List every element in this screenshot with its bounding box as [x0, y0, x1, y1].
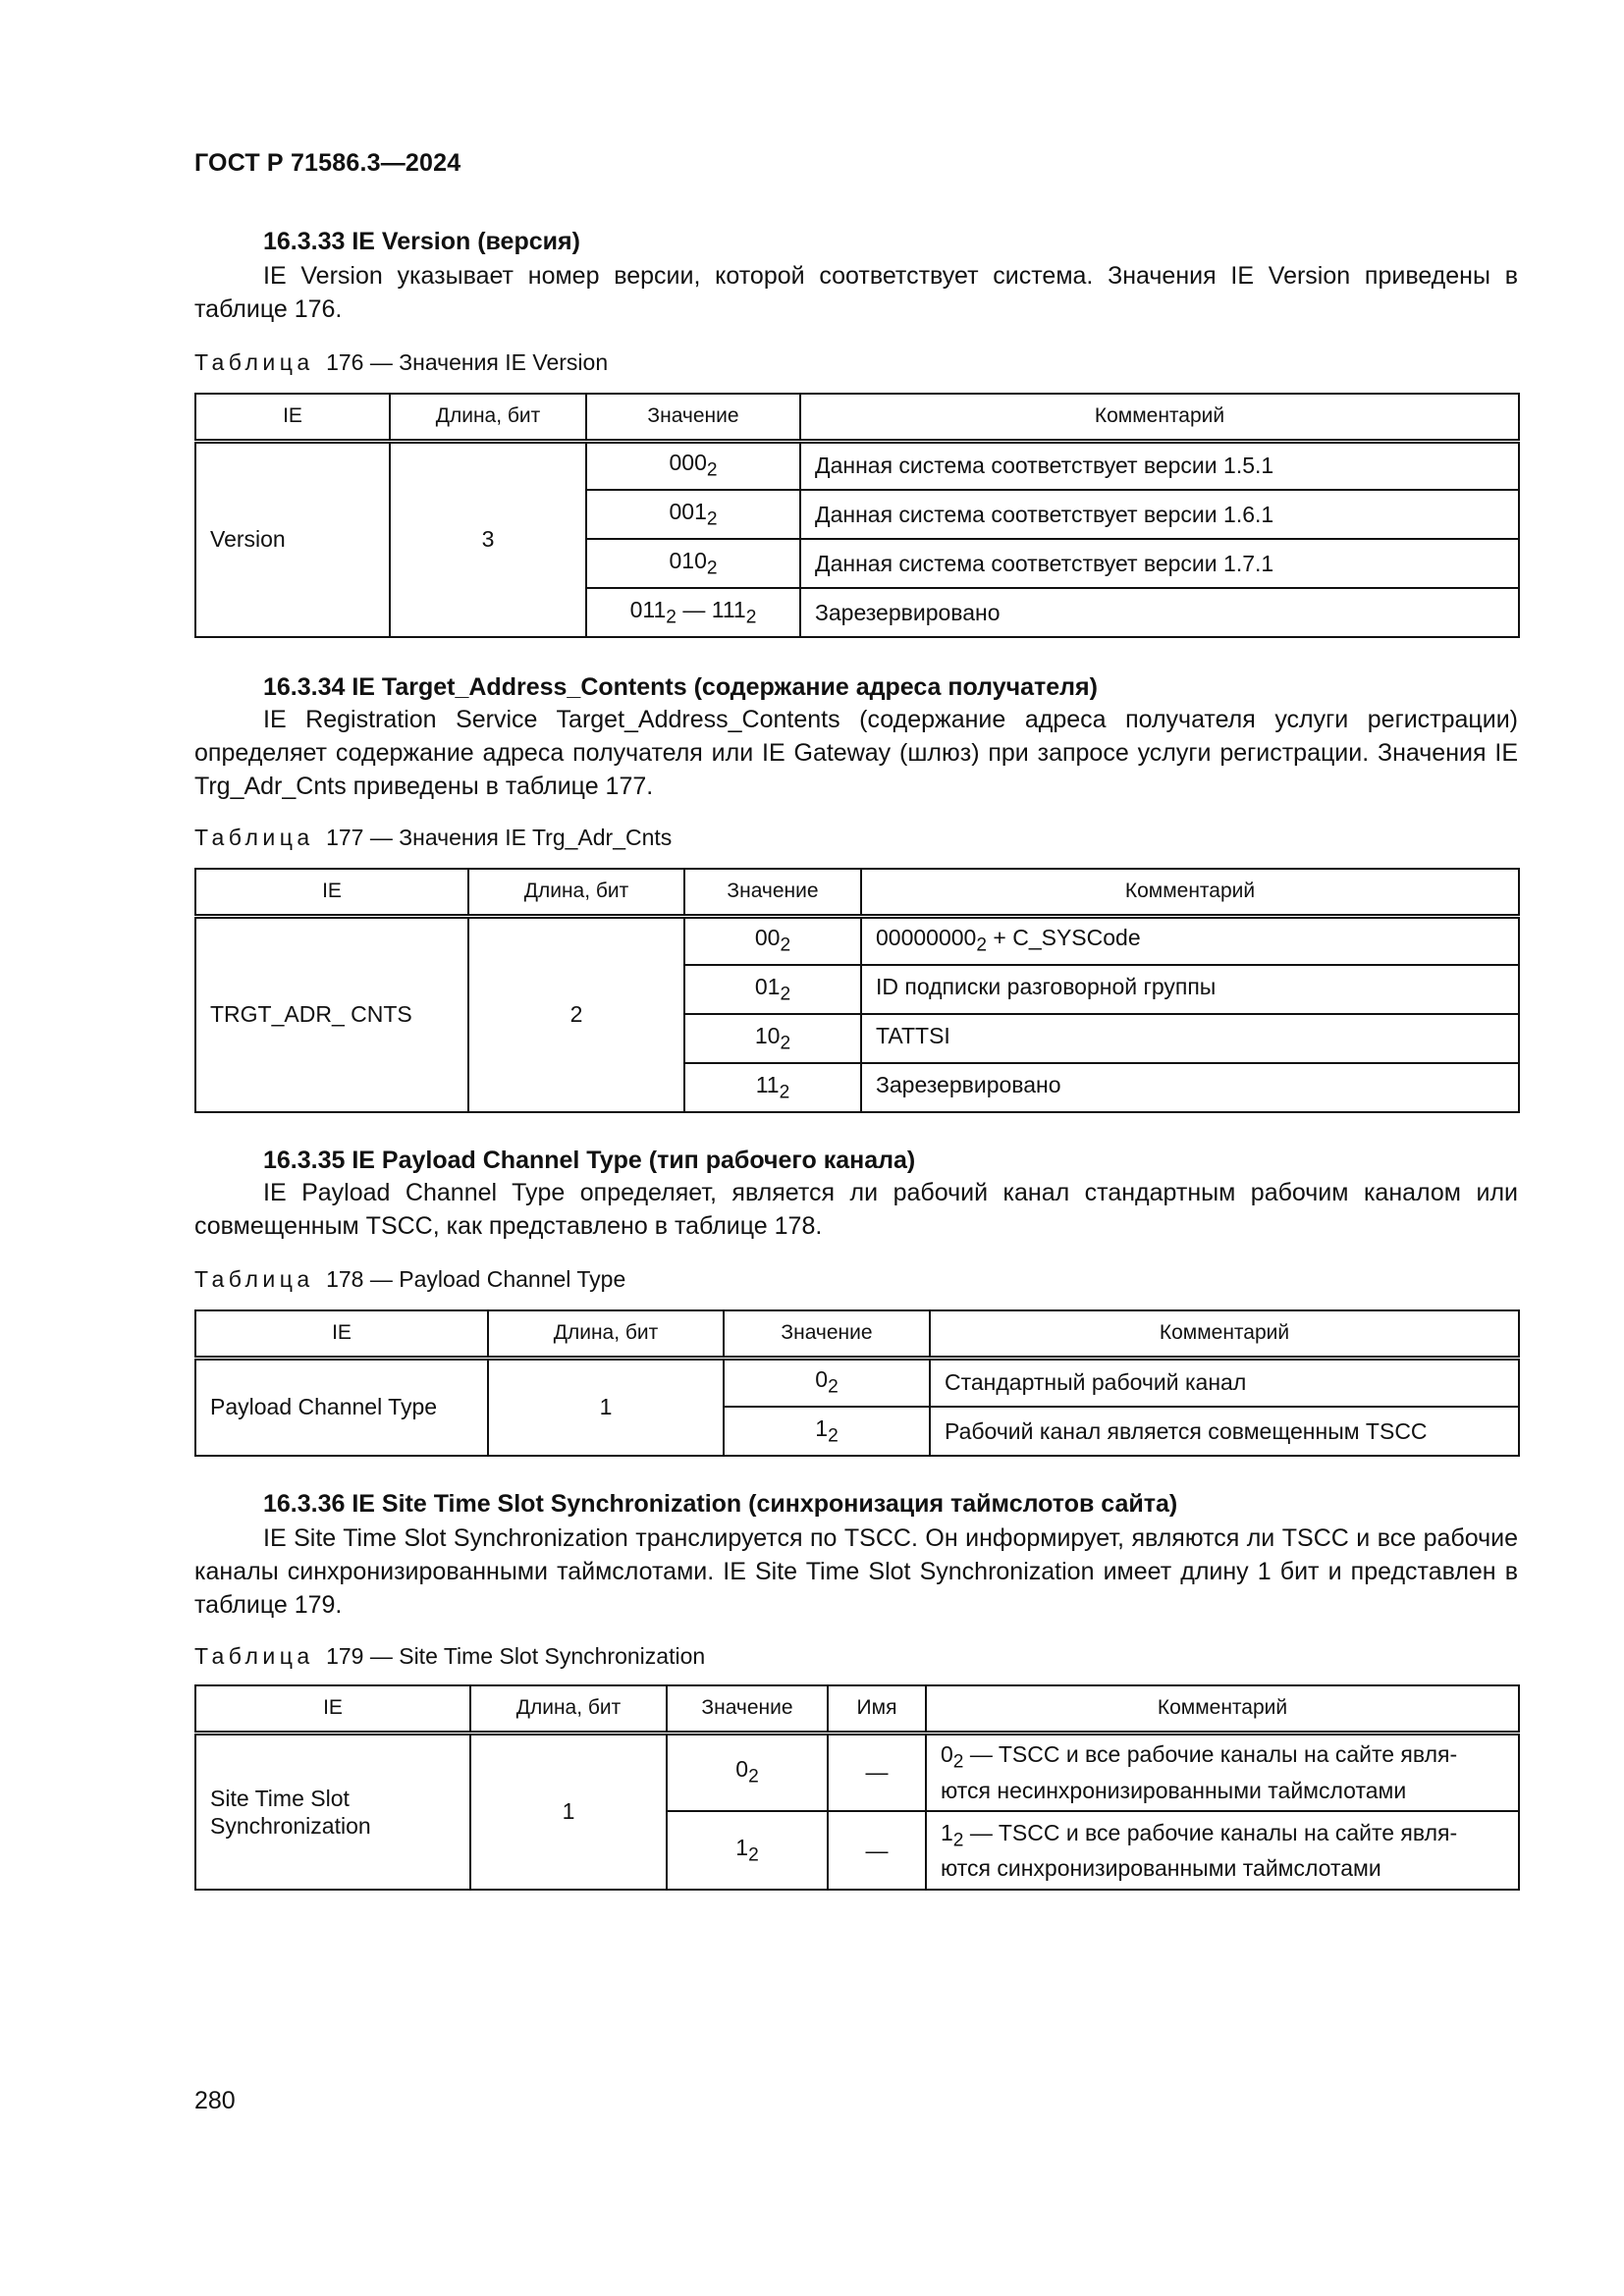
- comment-cell: ID подписки разговорной группы: [861, 965, 1519, 1014]
- ie-cell: Payload Channel Type: [195, 1358, 488, 1456]
- value-cell: $01_2$: [684, 965, 861, 1014]
- length-cell: 1: [488, 1358, 724, 1456]
- section-heading-16-3-34: 16.3.34 IE Target_Address_Contents (содержание адреса получателя): [263, 673, 1098, 701]
- col-header-ie: IE: [195, 1310, 488, 1358]
- comment-cell: Стандартный рабочий канал: [930, 1358, 1519, 1407]
- comment-cell: Данная система соответствует версии 1.7.1: [800, 539, 1519, 588]
- document-id: ГОСТ Р 71586.3—2024: [194, 149, 461, 177]
- comment-cell: Зарезервировано: [861, 1063, 1519, 1112]
- col-header-value: Значение: [586, 394, 800, 441]
- length-cell: 3: [390, 441, 586, 637]
- section-heading-16-3-36: 16.3.36 IE Site Time Slot Synchronization (синхронизация таймслотов сайта): [263, 1490, 1178, 1518]
- value-cell: $010_2$: [586, 539, 800, 588]
- col-header-ie: IE: [195, 394, 390, 441]
- length-cell: 2: [468, 916, 684, 1112]
- length-cell: 1: [470, 1733, 667, 1890]
- col-header-comment: Комментарий: [926, 1685, 1519, 1733]
- comment-cell: $1_2$ — TSCC и все рабочие каналы на сайте явля- ются синхронизированными таймслотами: [926, 1811, 1519, 1890]
- col-header-name: Имя: [828, 1685, 926, 1733]
- table-caption-179: Таблица 179 — Site Time Slot Synchronization: [194, 1643, 706, 1669]
- col-header-value: Значение: [724, 1310, 930, 1358]
- ie-cell: Site Time Slot Synchronization: [195, 1733, 470, 1890]
- section-heading-16-3-33: 16.3.33 IE Version (версия): [263, 228, 580, 255]
- value-cell: $10_2$: [684, 1014, 861, 1063]
- value-cell: $00_2$: [684, 916, 861, 965]
- table-row: [195, 441, 1519, 490]
- section-text-16-3-34: IE Registration Service Target_Address_Contents (содержание адреса получателя услуги регистрации) определяет содержание адреса получателя или IE Gateway (шлюз) при запросе услуги регистрации. Значения IE Trg_Adr_Cnts приведены в таблице 177.: [194, 706, 1518, 800]
- name-cell: —: [828, 1733, 926, 1811]
- table-caption-177: Таблица 177 — Значения IE Trg_Adr_Cnts: [194, 825, 673, 850]
- page-number: 280: [194, 2087, 236, 2114]
- table-caption-178: Таблица 178 — Payload Channel Type: [194, 1266, 626, 1292]
- table-176: [194, 393, 1520, 638]
- comment-cell: $0_2$ — TSCC и все рабочие каналы на сайте явля- ются несинхронизированными таймслотами: [926, 1733, 1519, 1811]
- col-header-value: Значение: [667, 1685, 828, 1733]
- col-header-comment: Комментарий: [930, 1310, 1519, 1358]
- comment-cell: Рабочий канал является совмещенным TSCC: [930, 1407, 1519, 1456]
- col-header-length: Длина, бит: [488, 1310, 724, 1358]
- col-header-comment: Комментарий: [800, 394, 1519, 441]
- comment-cell: Зарезервировано: [800, 588, 1519, 637]
- table-row: [195, 916, 1519, 965]
- comment-cell: TATTSI: [861, 1014, 1519, 1063]
- table-row: [195, 1358, 1519, 1407]
- comment-cell: Данная система соответствует версии 1.6.1: [800, 490, 1519, 539]
- name-cell: —: [828, 1811, 926, 1890]
- value-cell: $000_2$: [586, 441, 800, 490]
- ie-cell: Version: [195, 441, 390, 637]
- section-text-16-3-36: IE Site Time Slot Synchronization транслируется по TSCC. Он информирует, являются ли TSCC и все рабочие каналы синхронизированными таймслотами. IE Site Time Slot Synchronization имеет длину 1 бит и представлен в таблице 179.: [194, 1524, 1518, 1619]
- col-header-ie: IE: [195, 869, 468, 916]
- col-header-length: Длина, бит: [468, 869, 684, 916]
- col-header-length: Длина, бит: [470, 1685, 667, 1733]
- col-header-value: Значение: [684, 869, 861, 916]
- value-cell: $1_2$: [667, 1811, 828, 1890]
- table-177: [194, 868, 1520, 1113]
- col-header-ie: IE: [195, 1685, 470, 1733]
- col-header-comment: Комментарий: [861, 869, 1519, 916]
- table-caption-176: Таблица 176 — Значения IE Version: [194, 349, 609, 375]
- table-179: [194, 1684, 1520, 1891]
- ie-cell: TRGT_ADR_ CNTS: [195, 916, 468, 1112]
- value-cell: $1_2$: [724, 1407, 930, 1456]
- comment-cell: Данная система соответствует версии 1.5.1: [800, 441, 1519, 490]
- value-cell: $001_2$: [586, 490, 800, 539]
- value-cell: $0_2$: [724, 1358, 930, 1407]
- section-heading-16-3-35: 16.3.35 IE Payload Channel Type (тип рабочего канала): [263, 1147, 916, 1174]
- value-cell: $11_2$: [684, 1063, 861, 1112]
- col-header-length: Длина, бит: [390, 394, 586, 441]
- comment-cell: $00000000_2$ + C_SYSCode: [861, 916, 1519, 965]
- table-row: [195, 1733, 1519, 1811]
- table-178: [194, 1309, 1520, 1457]
- section-text-16-3-35: IE Payload Channel Type определяет, является ли рабочий канал стандартным рабочим каналом или совмещенным TSCC, как представлено в таблице 178.: [194, 1179, 1518, 1240]
- value-cell: $011_2$ — $111_2$: [586, 588, 800, 637]
- value-cell: $0_2$: [667, 1733, 828, 1811]
- section-text-16-3-33: IE Version указывает номер версии, которой соответствует система. Значения IE Version приведены в таблице 176.: [194, 262, 1518, 323]
